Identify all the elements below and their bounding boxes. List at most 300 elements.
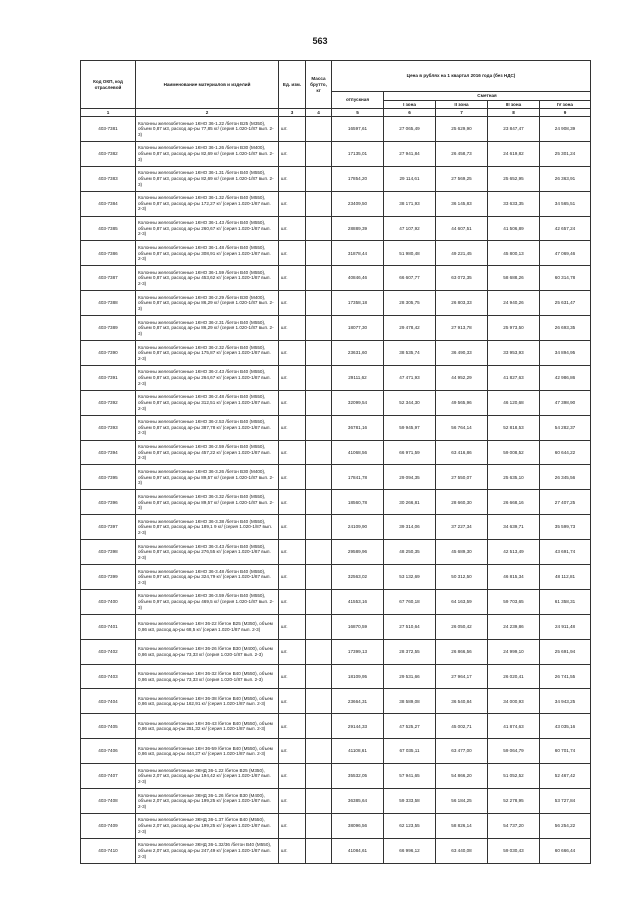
row-zone-3-price: 45 800,13 [488, 241, 540, 266]
row-zone-1-price: 29 531,66 [384, 664, 436, 689]
row-zone-1-price: 47 525,27 [384, 714, 436, 739]
row-name: Колонны железобетонные 1КНО 36-1.22 /бетон В25 (М350), объем 0,87 м3, расход ар-ры 77,85 кг/ (серия 1.020-1/87 вып. 2-3) [136, 117, 279, 142]
row-mass [306, 341, 332, 366]
row-name: Колонны железобетонные 1КНО 36-3.43 /бетон В40 (М550), объем 0,87 м3, расход ар-ры 276,55 кг/ (серия 1.020-1/87 вып. 2-3) [136, 540, 279, 565]
column-number: 1 [81, 109, 136, 117]
row-zone-2-price: 25 629,90 [436, 117, 488, 142]
row-zone-1-price: 57 941,65 [384, 764, 436, 789]
row-name: Колонны железобетонные 3КНД 36-1.22 /бетон В25 (М350), объем 2,07 м3, расход ар-ры 194,42 кг/ (серия 1.020-1/87 вып. 2-3) [136, 764, 279, 789]
row-zone-4-price: 26 345,56 [540, 465, 591, 490]
row-unit: шт. [279, 689, 306, 714]
row-mass [306, 764, 332, 789]
row-zone-4-price: 43 691,74 [540, 540, 591, 565]
row-mass [306, 241, 332, 266]
row-name: Колонны железобетонные 1КН 36-38 /бетон В40 (М550), объем 0,86 м3, расход ар-ры 162,91 кг/ (серия 1.020-1/87 вып. 2-3) [136, 689, 279, 714]
row-code: 403-7397 [81, 515, 136, 540]
row-zone-3-price: 24 239,86 [488, 614, 540, 639]
row-zone-3-price: 23 847,47 [488, 117, 540, 142]
row-unit: шт. [279, 440, 306, 465]
row-zone-4-price: 25 631,47 [540, 291, 591, 316]
row-unit: шт. [279, 316, 306, 341]
row-name: Колонны железобетонные 1КНО 36-3.59 /бетон В40 (М550), объем 0,97 м3, расход ар-ры 469,5 кг/ (серия 1.020-1/87 вып. 2-3) [136, 589, 279, 614]
row-code: 403-7384 [81, 191, 136, 216]
table-row [81, 316, 591, 341]
row-mass [306, 191, 332, 216]
row-zone-3-price: 33 953,93 [488, 341, 540, 366]
page-number: 563 [312, 36, 328, 46]
row-zone-4-price: 35 599,73 [540, 515, 591, 540]
table-row [81, 490, 591, 515]
row-unit: шт. [279, 565, 306, 590]
column-number: 4 [306, 109, 332, 117]
row-zone-2-price: 36 145,83 [436, 191, 488, 216]
table-row [81, 589, 591, 614]
row-name: Колонны железобетонные 1КНО 36-2.29 /бетон В30 (М400), объем 0,87 м3, расход ар-ры 86,29 кг/ (серия 1.020-1/87 вып. 2-3) [136, 291, 279, 316]
row-zone-2-price: 27 964,17 [436, 664, 488, 689]
row-zone-4-price: 60 701,74 [540, 739, 591, 764]
header-price-group: Цена в рублях на 1 квартал 2016 года (без НДС) [332, 61, 591, 92]
row-release-price: 23409,50 [332, 191, 384, 216]
row-zone-3-price: 24 619,82 [488, 141, 540, 166]
row-unit: шт. [279, 341, 306, 366]
row-mass [306, 714, 332, 739]
row-code: 403-7401 [81, 614, 136, 639]
table-row [81, 117, 591, 142]
row-zone-1-price: 66 971,59 [384, 440, 436, 465]
row-zone-1-price: 53 132,69 [384, 565, 436, 590]
row-zone-2-price: 27 550,07 [436, 465, 488, 490]
row-mass [306, 365, 332, 390]
row-zone-4-price: 60 314,78 [540, 266, 591, 291]
row-release-price: 17841,78 [332, 465, 384, 490]
row-zone-2-price: 44 607,51 [436, 216, 488, 241]
row-unit: шт. [279, 589, 306, 614]
row-zone-4-price: 48 112,81 [540, 565, 591, 590]
row-name: Колонны железобетонные 1КНО 36-3.32 /бетон В40 (М550), объем 0,87 м3, расход ар-ры 89,57 кг/ (серия 1.020-1/87 вып. 2-3) [136, 490, 279, 515]
row-unit: шт. [279, 540, 306, 565]
row-zone-1-price: 62 123,55 [384, 813, 436, 838]
column-number: 9 [540, 109, 591, 117]
row-zone-1-price: 47 107,92 [384, 216, 436, 241]
row-zone-1-price: 59 945,97 [384, 415, 436, 440]
table-row [81, 440, 591, 465]
row-zone-3-price: 42 513,49 [488, 540, 540, 565]
row-mass [306, 465, 332, 490]
row-zone-1-price: 66 607,77 [384, 266, 436, 291]
row-unit: шт. [279, 365, 306, 390]
row-zone-4-price: 60 644,22 [540, 440, 591, 465]
row-name: Колонны железобетонные 1КНО 36-1.31 /бетон В40 (М550), объем 0,87 м3, расход ар-ры 82,69 кг/ (серия 1.020-1/87 вып. 2-3) [136, 166, 279, 191]
row-release-price: 41108,61 [332, 739, 384, 764]
row-unit: шт. [279, 639, 306, 664]
table-row [81, 565, 591, 590]
row-mass [306, 639, 332, 664]
header-estimate-price: Сметная [384, 92, 591, 101]
row-unit: шт. [279, 191, 306, 216]
table-row [81, 266, 591, 291]
table-row [81, 664, 591, 689]
row-zone-3-price: 25 635,10 [488, 465, 540, 490]
header-zone-2: II зона [436, 101, 488, 109]
row-zone-4-price: 25 691,94 [540, 639, 591, 664]
row-name: Колонны железобетонные 1КНО 36-2.31 /бетон В40 (М550), объем 0,87 м3, расход ар-ры 86,29 кг/ (серия 1.020-1/87 вып. 2-3) [136, 316, 279, 341]
row-code: 403-7393 [81, 415, 136, 440]
row-unit: шт. [279, 390, 306, 415]
row-zone-1-price: 27 941,84 [384, 141, 436, 166]
row-zone-2-price: 50 312,50 [436, 565, 488, 590]
row-zone-3-price: 24 999,10 [488, 639, 540, 664]
row-name: Колонны железобетонные 1КНО 36-2.48 /бетон В40 (М550), объем 0,87 м3, расход ар-ры 312,51 кг/ (серия 1.020-1/87 вып. 2-3) [136, 390, 279, 415]
row-zone-4-price: 53 727,84 [540, 789, 591, 814]
row-name: Колонны железобетонные 1КН 36-22 /бетон В25 (М350), объем 0,86 м3, расход ар-ры 68,5 кг/ (серия 1.020-1/87 вып. 2-3) [136, 614, 279, 639]
row-mass [306, 216, 332, 241]
table-row [81, 515, 591, 540]
header-unit: Ед. изм. [279, 61, 306, 109]
row-zone-4-price: 34 943,25 [540, 689, 591, 714]
row-name: Колонны железобетонные 1КНО 36-1.59 /бетон В40 (М550), объем 0,87 м3, расход ар-ры 453,62 кг/ (серия 1.020-1/87 вып. 2-3) [136, 266, 279, 291]
table-body [81, 117, 591, 864]
row-zone-1-price: 47 471,93 [384, 365, 436, 390]
row-zone-4-price: 52 467,42 [540, 764, 591, 789]
row-zone-1-price: 28 305,75 [384, 291, 436, 316]
row-release-price: 18560,78 [332, 490, 384, 515]
row-unit: шт. [279, 465, 306, 490]
row-release-price: 36385,64 [332, 789, 384, 814]
row-code: 403-7383 [81, 166, 136, 191]
row-zone-4-price: 42 657,24 [540, 216, 591, 241]
table-row [81, 166, 591, 191]
row-mass [306, 316, 332, 341]
table-row [81, 764, 591, 789]
row-zone-1-price: 39 314,06 [384, 515, 436, 540]
row-release-price: 41068,56 [332, 440, 384, 465]
row-name: Колонны железобетонные 1КН 36-43 /бетон В40 (М550), объем 0,86 м3, расход ар-ры 251,32 кг/ (серия 1.020-1/87 вып. 2-3) [136, 714, 279, 739]
row-zone-2-price: 49 565,96 [436, 390, 488, 415]
header-release-price: отпускная [332, 92, 384, 109]
row-release-price: 23664,31 [332, 689, 384, 714]
row-zone-1-price: 29 478,42 [384, 316, 436, 341]
row-zone-1-price: 66 996,12 [384, 838, 436, 863]
row-code: 403-7410 [81, 838, 136, 863]
column-number: 3 [279, 109, 306, 117]
row-zone-4-price: 47 069,46 [540, 241, 591, 266]
row-release-price: 36781,16 [332, 415, 384, 440]
row-code: 403-7403 [81, 664, 136, 689]
row-mass [306, 266, 332, 291]
row-unit: шт. [279, 614, 306, 639]
row-mass [306, 589, 332, 614]
row-zone-4-price: 26 741,55 [540, 664, 591, 689]
row-zone-1-price: 52 344,30 [384, 390, 436, 415]
row-release-price: 31878,44 [332, 241, 384, 266]
row-code: 403-7389 [81, 316, 136, 341]
row-zone-1-price: 27 065,49 [384, 117, 436, 142]
row-zone-2-price: 28 660,30 [436, 490, 488, 515]
row-zone-3-price: 41 827,63 [488, 365, 540, 390]
row-unit: шт. [279, 415, 306, 440]
row-zone-3-price: 25 652,95 [488, 166, 540, 191]
row-name: Колонны железобетонные 1КНО 36-2.53 /бетон В40 (М550), объем 0,87 м3, расход ар-ры 387,78 кг/ (серия 1.020-1/87 вып. 2-3) [136, 415, 279, 440]
row-code: 403-7404 [81, 689, 136, 714]
row-name: Колонны железобетонные 1КНО 36-3.48 /бетон В40 (М550), объем 0,97 м3, расход ар-ры 324,79 кг/ (серия 1.020-1/87 вып. 2-3) [136, 565, 279, 590]
row-name: Колонны железобетонные 3КНД 36-1.26 /бетон В30 (М400), объем 2,07 м3, расход ар-ры 199,25 кг/ (серия 1.020-1/87 вып. 2-3) [136, 789, 279, 814]
row-release-price: 16870,59 [332, 614, 384, 639]
row-zone-1-price: 67 035,11 [384, 739, 436, 764]
row-release-price: 32563,02 [332, 565, 384, 590]
row-code: 403-7406 [81, 739, 136, 764]
row-release-price: 29111,62 [332, 365, 384, 390]
row-code: 403-7390 [81, 341, 136, 366]
row-zone-2-price: 63 477,00 [436, 739, 488, 764]
row-zone-1-price: 59 333,58 [384, 789, 436, 814]
row-zone-2-price: 26 458,73 [436, 141, 488, 166]
row-zone-4-price: 34 894,95 [540, 341, 591, 366]
row-zone-1-price: 38 589,08 [384, 689, 436, 714]
row-zone-3-price: 41 874,63 [488, 714, 540, 739]
table-row [81, 241, 591, 266]
row-zone-4-price: 27 407,25 [540, 490, 591, 515]
row-zone-3-price: 58 688,26 [488, 266, 540, 291]
row-release-price: 28889,39 [332, 216, 384, 241]
row-name: Колонны железобетонные 1КН 36-26 /бетон В30 (М400), объем 0,86 м3, расход ар-ры 73,33 кг/ (серия 1.020-1/87 вып. 2-3) [136, 639, 279, 664]
row-zone-2-price: 37 227,34 [436, 515, 488, 540]
row-release-price: 17358,18 [332, 291, 384, 316]
row-zone-3-price: 33 633,35 [488, 191, 540, 216]
row-zone-2-price: 26 866,56 [436, 639, 488, 664]
row-code: 403-7402 [81, 639, 136, 664]
column-number: 2 [136, 109, 279, 117]
header-mass: Масса брутто, кг [306, 61, 332, 109]
row-code: 403-7399 [81, 565, 136, 590]
row-name: Колонны железобетонные 1КНО 36-2.32 /бетон В40 (М550), объем 0,87 м3, расход ар-ры 175,87 кг/ (серия 1.020-1/87 вып. 2-3) [136, 341, 279, 366]
row-zone-1-price: 27 510,64 [384, 614, 436, 639]
row-release-price: 40846,46 [332, 266, 384, 291]
row-release-price: 38096,56 [332, 813, 384, 838]
row-mass [306, 540, 332, 565]
row-zone-4-price: 43 035,16 [540, 714, 591, 739]
row-zone-4-price: 42 986,86 [540, 365, 591, 390]
row-zone-2-price: 56 184,25 [436, 789, 488, 814]
row-unit: шт. [279, 291, 306, 316]
table-row [81, 739, 591, 764]
column-number: 8 [488, 109, 540, 117]
header-zone-4: IV зона [540, 101, 591, 109]
row-zone-3-price: 25 973,50 [488, 316, 540, 341]
row-zone-2-price: 45 689,30 [436, 540, 488, 565]
row-name: Колонны железобетонные 1КНО 36-1.26 /бетон В30 (М400), объем 0,87 м3, расход ар-ры 82,69 кг/ (серия 1.020-1/87 вып. 2-3) [136, 141, 279, 166]
row-release-price: 18077,30 [332, 316, 384, 341]
row-name: Колонны железобетонные 3КНД 36-1.37 /бетон В40 (М550), объем 2,07 м3, расход ар-ры 199,25 кг/ (серия 1.020-1/87 вып. 2-3) [136, 813, 279, 838]
row-unit: шт. [279, 664, 306, 689]
row-name: Колонны железобетонные 1КНО 36-3.38 /бетон В40 (М550), объем 0,87 м3, расход ар-ры 189,1 9 кг/ (серия 1.020-1/87 вып. 2-3) [136, 515, 279, 540]
row-zone-3-price: 51 052,52 [488, 764, 540, 789]
row-zone-2-price: 36 490,33 [436, 341, 488, 366]
row-zone-4-price: 24 908,39 [540, 117, 591, 142]
row-zone-4-price: 26 693,35 [540, 316, 591, 341]
row-zone-2-price: 58 826,14 [436, 813, 488, 838]
row-zone-4-price: 60 666,44 [540, 838, 591, 863]
row-name: Колонны железобетонные 3КНД 36-1.32/36 /бетон В40 (М550), объем 2,07 м3, расход ар-ры 247,49 кг/ (серия 1.020-1/87 вып. 2-3) [136, 838, 279, 863]
row-zone-3-price: 59 030,43 [488, 838, 540, 863]
row-unit: шт. [279, 166, 306, 191]
row-unit: шт. [279, 813, 306, 838]
row-unit: шт. [279, 838, 306, 863]
row-zone-1-price: 38 535,74 [384, 341, 436, 366]
row-unit: шт. [279, 739, 306, 764]
column-number: 7 [436, 109, 488, 117]
row-mass [306, 390, 332, 415]
row-mass [306, 490, 332, 515]
row-code: 403-7391 [81, 365, 136, 390]
row-release-price: 29144,33 [332, 714, 384, 739]
row-zone-2-price: 27 569,25 [436, 166, 488, 191]
row-zone-1-price: 51 980,48 [384, 241, 436, 266]
row-code: 403-7387 [81, 266, 136, 291]
table-row [81, 838, 591, 863]
row-mass [306, 664, 332, 689]
row-unit: шт. [279, 216, 306, 241]
row-code: 403-7396 [81, 490, 136, 515]
row-code: 403-7388 [81, 291, 136, 316]
row-zone-1-price: 29 094,35 [384, 465, 436, 490]
row-code: 403-7409 [81, 813, 136, 838]
row-mass [306, 440, 332, 465]
row-mass [306, 789, 332, 814]
row-name: Колонны железобетонные 1КНО 36-1.43 /бетон В40 (М550), объем 0,87 м3, расход ар-ры 260,67 кг/ (серия 1.020-1/87 вып. 2-3) [136, 216, 279, 241]
row-zone-2-price: 54 866,20 [436, 764, 488, 789]
row-mass [306, 565, 332, 590]
row-release-price: 16597,61 [332, 117, 384, 142]
row-zone-2-price: 36 540,84 [436, 689, 488, 714]
row-code: 403-7386 [81, 241, 136, 266]
table-row [81, 365, 591, 390]
row-release-price: 41553,16 [332, 589, 384, 614]
row-unit: шт. [279, 490, 306, 515]
row-code: 403-7398 [81, 540, 136, 565]
row-name: Колонны железобетонные 1КН 36-32 /бетон В40 (М550), объем 0,86 м3, расход ар-ры 73,33 кг/ (серия 1.020-1/87 вып. 2-3) [136, 664, 279, 689]
column-number: 6 [384, 109, 436, 117]
row-zone-2-price: 63 440,08 [436, 838, 488, 863]
row-unit: шт. [279, 789, 306, 814]
table-row [81, 789, 591, 814]
row-zone-3-price: 46 120,68 [488, 390, 540, 415]
row-code: 403-7400 [81, 589, 136, 614]
row-zone-3-price: 34 639,71 [488, 515, 540, 540]
row-zone-3-price: 26 020,41 [488, 664, 540, 689]
row-zone-4-price: 56 254,22 [540, 813, 591, 838]
table-row [81, 614, 591, 639]
row-code: 403-7385 [81, 216, 136, 241]
row-code: 403-7408 [81, 789, 136, 814]
row-code: 403-7407 [81, 764, 136, 789]
row-zone-3-price: 34 000,93 [488, 689, 540, 714]
row-code: 403-7405 [81, 714, 136, 739]
row-zone-3-price: 59 008,52 [488, 440, 540, 465]
row-mass [306, 813, 332, 838]
row-zone-2-price: 26 803,33 [436, 291, 488, 316]
row-unit: шт. [279, 117, 306, 142]
table-row [81, 639, 591, 664]
row-zone-4-price: 25 301,24 [540, 141, 591, 166]
header-code: Код ОКП, код отраслевой [81, 61, 136, 109]
row-release-price: 32099,54 [332, 390, 384, 415]
row-zone-1-price: 48 250,35 [384, 540, 436, 565]
row-mass [306, 415, 332, 440]
header-zone-1: I зона [384, 101, 436, 109]
row-zone-3-price: 52 818,53 [488, 415, 540, 440]
row-zone-2-price: 63 416,86 [436, 440, 488, 465]
row-name: Колонны железобетонные 1КНО 36-2.43 /бетон В40 (М550), объем 0,87 м3, расход ар-ры 264,67 кг/ (серия 1.020-1/87 вып. 2-3) [136, 365, 279, 390]
row-mass [306, 291, 332, 316]
row-release-price: 24109,90 [332, 515, 384, 540]
row-zone-2-price: 27 913,78 [436, 316, 488, 341]
header-name: Наименование материалов и изделий [136, 61, 279, 109]
row-name: Колонны железобетонные 1КНО 36-1.48 /бетон В40 (М550), объем 0,87 м3, расход ар-ры 308,91 кг/ (серия 1.020-1/87 вып. 2-3) [136, 241, 279, 266]
row-zone-4-price: 34 565,51 [540, 191, 591, 216]
row-zone-3-price: 59 703,65 [488, 589, 540, 614]
row-name: Колонны железобетонные 1КНО 36-1.32 /бетон В40 (М550), объем 0,87 м3, расход ар-ры 172,27 кг/ (серия 1.020-1/87 вып. 2-3) [136, 191, 279, 216]
table-row [81, 813, 591, 838]
table-row [81, 341, 591, 366]
row-code: 403-7392 [81, 390, 136, 415]
row-zone-4-price: 54 282,37 [540, 415, 591, 440]
table-row [81, 540, 591, 565]
row-zone-3-price: 59 064,79 [488, 739, 540, 764]
row-zone-3-price: 41 506,89 [488, 216, 540, 241]
row-zone-2-price: 56 764,14 [436, 415, 488, 440]
row-code: 403-7394 [81, 440, 136, 465]
row-unit: шт. [279, 764, 306, 789]
row-unit: шт. [279, 266, 306, 291]
row-name: Колонны железобетонные 1КНО 36-3.26 /бетон В30 (М400), объем 0,97 м3, расход ар-ры 89,57 кг/ (серия 1.020-1/87 вып. 2-3) [136, 465, 279, 490]
row-unit: шт. [279, 714, 306, 739]
row-mass [306, 614, 332, 639]
row-name: Колонны железобетонные 1КНО 36-2.59 /бетон В40 (М550), объем 0,87 м3, расход ар-ры 457,22 кг/ (серия 1.020-1/87 вып. 2-3) [136, 440, 279, 465]
header-zone-3: III зона [488, 101, 540, 109]
row-name: Колонны железобетонные 1КН 36-59 /бетон В40 (М550), объем 0,86 м3, расход ар-ры 444,27 кг/ (серия 1.020-1/87 вып. 2-3) [136, 739, 279, 764]
column-number: 5 [332, 109, 384, 117]
table-row [81, 465, 591, 490]
table-row [81, 714, 591, 739]
table-row [81, 390, 591, 415]
row-code: 403-7381 [81, 117, 136, 142]
row-zone-2-price: 49 221,45 [436, 241, 488, 266]
row-code: 403-7382 [81, 141, 136, 166]
row-mass [306, 838, 332, 863]
price-table [80, 60, 591, 864]
row-release-price: 17854,20 [332, 166, 384, 191]
row-zone-2-price: 45 002,71 [436, 714, 488, 739]
row-release-price: 18109,95 [332, 664, 384, 689]
row-unit: шт. [279, 241, 306, 266]
row-mass [306, 141, 332, 166]
table-row [81, 216, 591, 241]
table-row [81, 689, 591, 714]
row-zone-3-price: 46 815,34 [488, 565, 540, 590]
row-zone-3-price: 52 278,95 [488, 789, 540, 814]
row-zone-1-price: 29 114,61 [384, 166, 436, 191]
row-unit: шт. [279, 515, 306, 540]
row-zone-2-price: 44 952,29 [436, 365, 488, 390]
row-release-price: 17399,13 [332, 639, 384, 664]
table-row [81, 415, 591, 440]
row-release-price: 29589,96 [332, 540, 384, 565]
row-zone-1-price: 38 171,93 [384, 191, 436, 216]
table-row [81, 141, 591, 166]
table-row [81, 191, 591, 216]
row-zone-4-price: 26 363,91 [540, 166, 591, 191]
row-zone-4-price: 24 911,48 [540, 614, 591, 639]
